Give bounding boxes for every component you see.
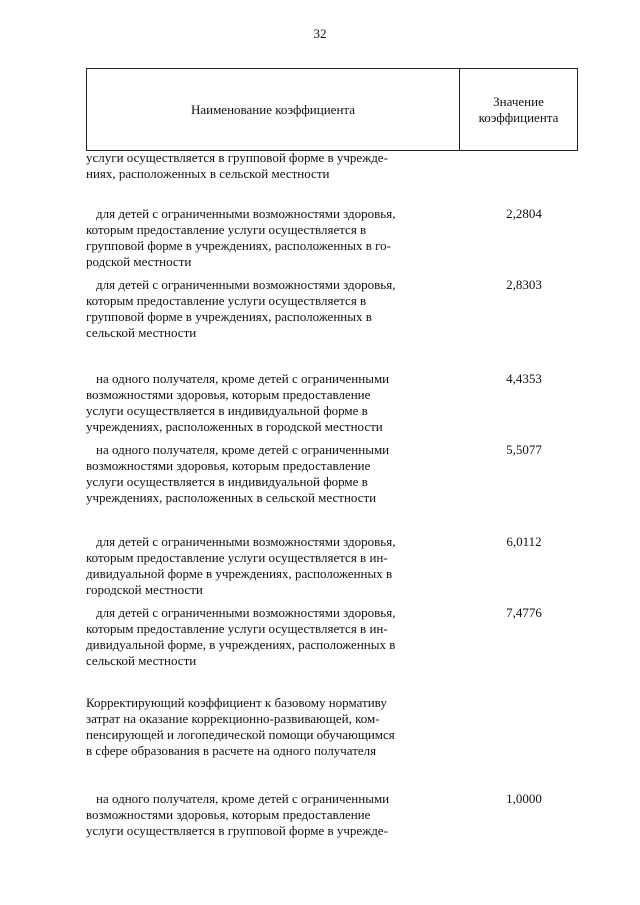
row-text-line: возможностями здоровья, которым предоставление	[86, 458, 371, 473]
coefficient-value: 2,2804	[506, 206, 542, 221]
row-text-line: которым предоставление услуги осуществляется в ин-	[86, 621, 388, 636]
row-text-line: пенсирующей и логопедической помощи обучающимся	[86, 727, 395, 742]
row-text-line: групповой форме в учреждениях, расположенных в го-	[86, 238, 391, 253]
table-row	[86, 791, 456, 839]
row-text-line: которым предоставление услуги осуществляется в	[86, 222, 367, 237]
row-text-line: учреждениях, расположенных в сельской местности	[86, 490, 377, 505]
table-row	[86, 371, 456, 435]
row-text-line: для детей с ограниченными возможностями здоровья,	[96, 206, 396, 221]
row-text-line: дивидуальной форме, в учреждениях, расположенных в	[86, 637, 396, 652]
row-text-line: которым предоставление услуги осуществляется в ин-	[86, 550, 388, 565]
table-header	[86, 68, 578, 151]
row-text-line: услуги осуществляется в групповой форме в учрежде-	[86, 150, 388, 165]
row-text-line: услуги осуществляется в индивидуальной форме в	[86, 474, 368, 489]
page-number: 32	[313, 26, 327, 41]
row-text-line: ниях, расположенных в сельской местности	[86, 166, 330, 181]
table-row	[86, 277, 456, 341]
coefficient-value: 7,4776	[506, 605, 542, 620]
row-text-line: дивидуальной форме в учреждениях, расположенных в	[86, 566, 393, 581]
column-header-value	[460, 69, 577, 150]
row-text-line: которым предоставление услуги осуществляется в	[86, 293, 367, 308]
row-text-line: для детей с ограниченными возможностями здоровья,	[96, 277, 396, 292]
coefficient-value: 4,4353	[506, 371, 542, 386]
table-row	[86, 206, 456, 270]
table-row	[86, 534, 456, 598]
column-header-value-line1: Значение	[493, 93, 544, 109]
row-text-line: родской местности	[86, 254, 192, 269]
row-text-line: учреждениях, расположенных в городской местности	[86, 419, 383, 434]
row-text-line: услуги осуществляется в индивидуальной форме в	[86, 403, 368, 418]
row-text-line: на одного получателя, кроме детей с ограниченными	[96, 442, 390, 457]
row-text-line: возможностями здоровья, которым предоставление	[86, 807, 371, 822]
row-text-line: Корректирующий коэффициент к базовому нормативу	[86, 695, 387, 710]
row-text-line: сельской местности	[86, 653, 197, 668]
coefficient-value: 2,8303	[506, 277, 542, 292]
table-row	[86, 442, 456, 506]
row-text-line: для детей с ограниченными возможностями здоровья,	[96, 605, 396, 620]
column-header-name: Наименование коэффициента	[87, 69, 460, 150]
row-text-line: затрат на оказание коррекционно-развивающей, ком-	[86, 711, 380, 726]
row-text-line: сельской местности	[86, 325, 197, 340]
row-text-line: возможностями здоровья, которым предоставление	[86, 387, 371, 402]
row-text-line: услуги осуществляется в групповой форме в учрежде-	[86, 823, 388, 838]
row-text-line: групповой форме в учреждениях, расположенных в	[86, 309, 372, 324]
row-text-line: городской местности	[86, 582, 203, 597]
column-header-value-line2: коэффициента	[478, 109, 559, 125]
table-row-continuation	[86, 150, 456, 182]
row-text-line: для детей с ограниченными возможностями здоровья,	[96, 534, 396, 549]
coefficient-value: 5,5077	[506, 442, 542, 457]
section-heading	[86, 695, 456, 759]
row-text-line: в сфере образования в расчете на одного получателя	[86, 743, 377, 758]
coefficient-value: 6,0112	[506, 534, 542, 549]
row-text-line: на одного получателя, кроме детей с ограниченными	[96, 371, 390, 386]
coefficient-value: 1,0000	[506, 791, 542, 806]
table-row	[86, 605, 456, 669]
row-text-line: на одного получателя, кроме детей с ограниченными	[96, 791, 390, 806]
